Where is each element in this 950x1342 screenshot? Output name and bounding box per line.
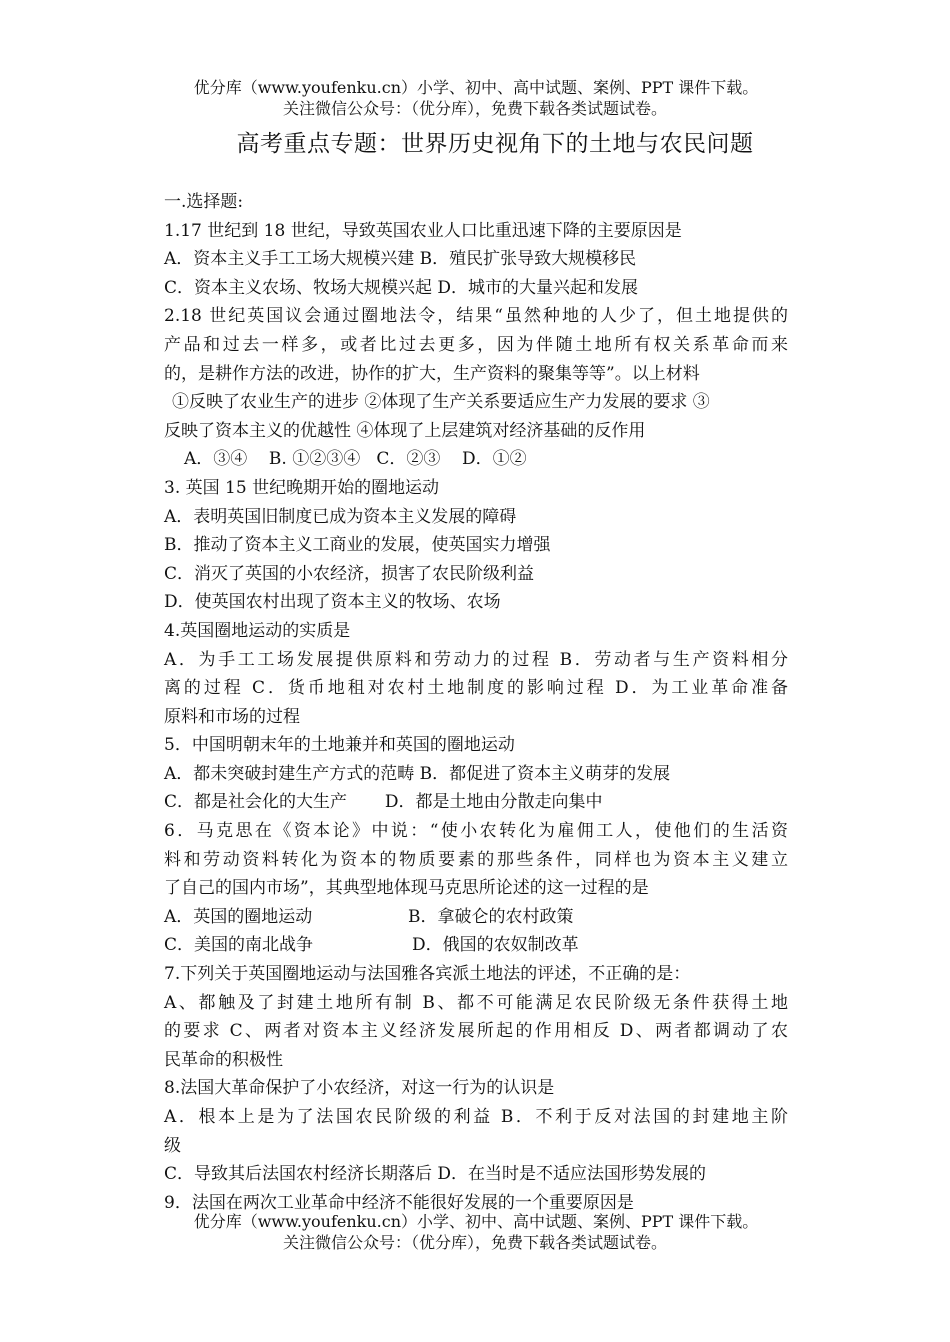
question-6-options-ab — [164, 903, 788, 932]
question-5-stem: 5．中国明朝末年的土地兼并和英国的圈地运动 — [164, 735, 515, 756]
question-4-options-line-2: 离的过程 C．货币地租对农村土地制度的影响过程 D．为工业革命准备 — [164, 678, 788, 699]
question-6-stem-line-2: 料和劳动资料转化为资本的物质要素的那些条件，同样也为资本主义建立 — [164, 849, 788, 870]
question-4-stem: 4.英国圈地运动的实质是 — [164, 620, 351, 641]
page-footer — [0, 1211, 950, 1253]
question-7-options-line-1: A、都触及了封建土地所有制 B、都不可能满足农民阶级无条件获得土地 — [164, 992, 788, 1013]
question-6-option-a: A．英国的圈地运动 — [164, 906, 313, 927]
section-heading: 一.选择题: — [164, 192, 244, 212]
question-3-stem: 3. 英国 15 世纪晚期开始的圈地运动 — [164, 477, 440, 498]
question-2-stem-line-3: 的，是耕作方法的改进，协作的扩大，生产资料的聚集等等”。以上材料 — [164, 363, 700, 384]
question-1-options-ab: A．资本主义手工工场大规模兴建 B．殖民扩张导致大规模移民 — [164, 249, 637, 270]
question-6-options-cd — [164, 931, 788, 960]
question-6-stem-line-3: 了自己的国内市场”，其典型地体现马克思所论述的这一过程的是 — [164, 878, 649, 899]
question-4-options-line-1: A．为手工工场发展提供原料和劳动力的过程 B．劳动者与生产资料相分 — [164, 649, 788, 670]
question-8-options-line-3: C．导致其后法国农村经济长期落后 D．在当时是不适应法国形势发展的 — [164, 1164, 707, 1185]
header-line-2: 关注微信公众号：（优分库），免费下载各类试题试卷。 — [282, 99, 667, 118]
question-2-stem-line-4: ①反映了农业生产的进步 ②体现了生产关系要适应生产力发展的要求 ③ — [172, 392, 710, 413]
question-7-options-line-3: 民革命的积极性 — [164, 1049, 283, 1070]
question-5-options-cd: C．都是社会化的大生产 D．都是土地由分散走向集中 — [164, 792, 603, 813]
question-5-options-ab: A．都未突破封建生产方式的范畴 B．都促进了资本主义萌芽的发展 — [164, 763, 671, 784]
question-7-stem: 7.下列关于英国圈地运动与法国雅各宾派土地法的评述，不正确的是： — [164, 964, 691, 985]
question-3-option-a: A．表明英国旧制度已成为资本主义发展的障碍 — [164, 506, 517, 527]
question-8-options-line-2: 级 — [164, 1135, 181, 1156]
question-2-stem-line-5: 反映了资本主义的优越性 ④体现了上层建筑对经济基础的反作用 — [164, 420, 646, 441]
question-9-stem: 9．法国在两次工业革命中经济不能很好发展的一个重要原因是 — [164, 1192, 634, 1213]
question-2-stem-line-2: 产品和过去一样多，或者比过去更多，因为伴随土地所有权关系革命而来 — [164, 334, 788, 355]
footer-line-2: 关注微信公众号：（优分库），免费下载各类试题试卷。 — [282, 1233, 667, 1252]
document-title: 高考重点专题：世界历史视角下的土地与农民问题 — [236, 131, 754, 157]
question-2-options: A．③④ B. ①②③④ C．②③ D．①② — [184, 449, 527, 470]
question-1-stem: 1.17 世纪到 18 世纪，导致英国农业人口比重迅速下降的主要原因是 — [164, 220, 682, 241]
question-3-option-c: C．消灭了英国的小农经济，损害了农民阶级利益 — [164, 563, 535, 584]
question-6-option-d: D．俄国的农奴制改革 — [412, 935, 579, 956]
question-6-stem-line-1: 6．马克思在《资本论》中说：“使小农转化为雇佣工人，使他们的生活资 — [164, 821, 788, 842]
question-6-option-b: B．拿破仑的农村政策 — [408, 906, 574, 927]
question-7-options-line-2: 的要求 C、两者对资本主义经济发展所起的作用相反 D、两者都调动了农 — [164, 1021, 788, 1042]
question-8-options-line-1: A．根本上是为了法国农民阶级的利益 B．不利于反对法国的封建地主阶 — [164, 1107, 788, 1127]
question-1-options-cd: C．资本主义农场、牧场大规模兴起 D．城市的大量兴起和发展 — [164, 277, 639, 298]
footer-line-1: 优分库（www.youfenku.cn）小学、初中、高中试题、案例、PPT 课件下载。 — [193, 1212, 759, 1231]
question-3-option-b: B．推动了资本主义工商业的发展，使英国实力增强 — [164, 535, 551, 556]
page-header — [0, 77, 950, 119]
question-8-stem: 8.法国大革命保护了小农经济，对这一行为的认识是 — [164, 1078, 555, 1099]
header-line-1: 优分库（www.youfenku.cn）小学、初中、高中试题、案例、PPT 课件下载。 — [193, 78, 759, 97]
question-4-options-line-3: 原料和市场的过程 — [164, 706, 300, 727]
document-body — [164, 188, 788, 1217]
question-3-option-d: D．使英国农村出现了资本主义的牧场、农场 — [164, 592, 501, 613]
question-6-option-c: C．美国的南北战争 — [164, 935, 314, 956]
question-2-stem-line-1: 2.18 世纪英国议会通过圈地法令，结果“虽然种地的人少了，但土地提供的 — [164, 306, 788, 327]
